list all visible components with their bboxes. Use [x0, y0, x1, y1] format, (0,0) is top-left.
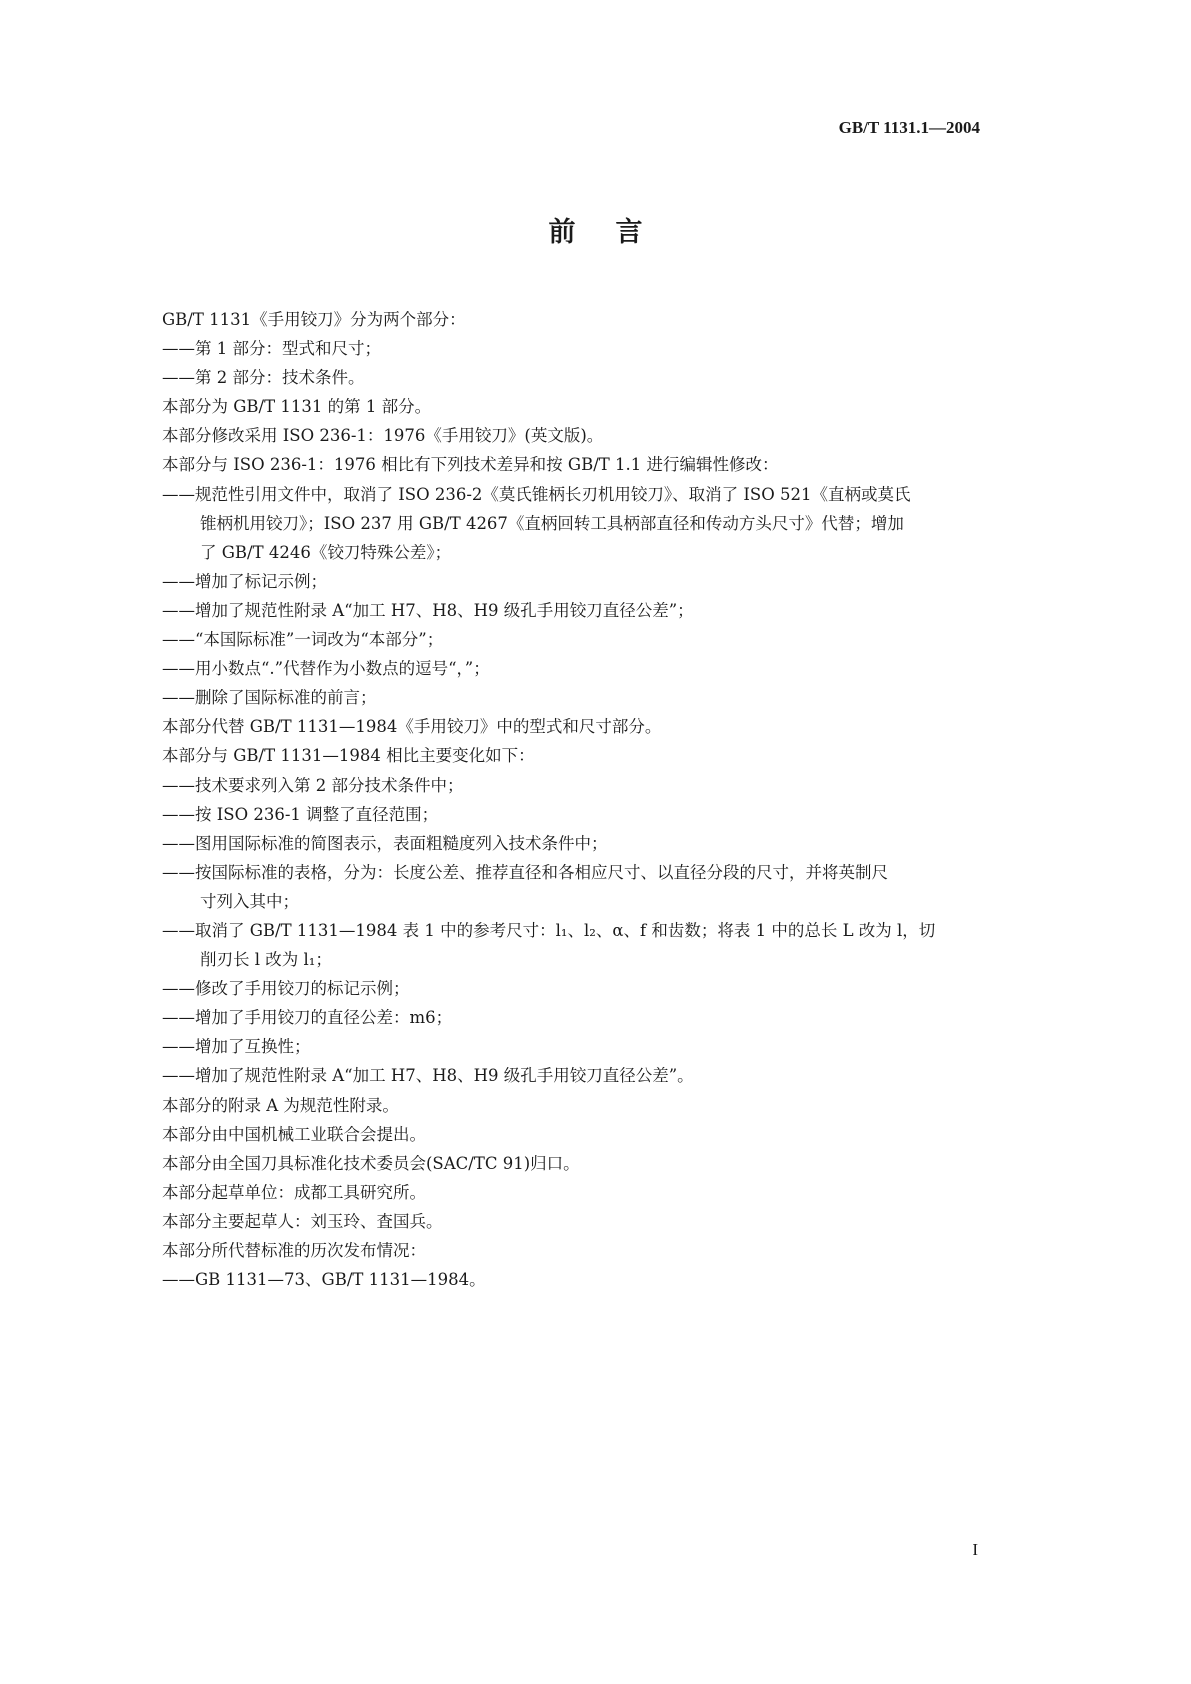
paragraph — [162, 450, 982, 479]
paragraph — [162, 771, 982, 800]
foreword-body — [162, 305, 982, 1294]
text-line: ——图用国际标准的简图表示，表面粗糙度列入技术条件中； — [162, 833, 608, 853]
paragraph — [162, 974, 982, 1003]
paragraph — [162, 480, 982, 567]
paragraph — [162, 334, 982, 363]
paragraph — [162, 305, 982, 334]
paragraph — [162, 1091, 982, 1120]
paragraph — [162, 858, 982, 916]
text-line: ——第 2 部分：技术条件。 — [162, 368, 365, 388]
text-line: 本部分的附录 A 为规范性附录。 — [162, 1095, 399, 1115]
text-line: 本部分由全国刀具标准化技术委员会(SAC/TC 91)归口。 — [162, 1153, 580, 1173]
page-number: I — [972, 1540, 978, 1559]
text-line: GB/T 1131《手用铰刀》分为两个部分： — [162, 310, 466, 329]
text-line: ——按 ISO 236-1 调整了直径范围； — [162, 804, 439, 824]
paragraph — [162, 1061, 982, 1090]
text-line: ——增加了手用铰刀的直径公差：m6； — [162, 1008, 453, 1028]
text-line: 寸列入其中； — [200, 891, 299, 911]
standard-number-header: GB/T 1131.1—2004 — [838, 118, 980, 137]
text-line: ——删除了国际标准的前言； — [162, 688, 377, 708]
paragraph — [162, 1178, 982, 1207]
text-line: 本部分主要起草人：刘玉玲、査国兵。 — [162, 1211, 443, 1231]
text-line: 削刃长 l 改为 l₁； — [200, 950, 332, 970]
page-title: 前言 — [548, 217, 683, 248]
text-line: ——按国际标准的表格，分为：长度公差、推荐直径和各相应尺寸、以直径分段的尺寸，并将英制尺 — [162, 862, 888, 882]
text-line: ——增加了规范性附录 A“加工 H7、H8、H9 级孔手用铰刀直径公差”； — [162, 600, 694, 620]
text-line: 锥柄机用铰刀》；ISO 237 用 GB/T 4267《直柄回转工具柄部直径和传动方头尺寸》代替；增加 — [200, 513, 904, 533]
paragraph — [162, 741, 982, 770]
text-line: 本部分为 GB/T 1131 的第 1 部分。 — [162, 397, 432, 417]
text-line: ——第 1 部分：型式和尺寸； — [162, 339, 381, 359]
paragraph — [162, 829, 982, 858]
paragraph — [162, 916, 982, 974]
text-line: 本部分修改采用 ISO 236-1：1976《手用铰刀》(英文版)。 — [162, 426, 604, 446]
paragraph — [162, 392, 982, 421]
text-line: 本部分由中国机械工业联合会提出。 — [162, 1124, 426, 1144]
text-line: ——技术要求列入第 2 部分技术条件中； — [162, 775, 464, 795]
paragraph — [162, 1032, 982, 1061]
text-line: ——GB 1131—73、GB/T 1131—1984。 — [162, 1270, 486, 1290]
text-line: 本部分起草单位：成都工具研究所。 — [162, 1182, 426, 1202]
text-line: 本部分所代替标准的历次发布情况： — [162, 1241, 426, 1260]
paragraph — [162, 800, 982, 829]
paragraph — [162, 712, 982, 741]
text-line: 本部分与 ISO 236-1：1976 相比有下列技术差异和按 GB/T 1.1 进行编辑性修改： — [162, 455, 779, 475]
paragraph — [162, 1207, 982, 1236]
paragraph — [162, 363, 982, 392]
text-line: ——“本国际标准”一词改为“本部分”； — [162, 630, 444, 650]
paragraph — [162, 421, 982, 450]
text-line: ——增加了规范性附录 A“加工 H7、H8、H9 级孔手用铰刀直径公差”。 — [162, 1066, 694, 1086]
paragraph — [162, 683, 982, 712]
paragraph — [162, 654, 982, 683]
text-line: ——增加了互换性； — [162, 1037, 311, 1057]
paragraph — [162, 1236, 982, 1265]
paragraph — [162, 625, 982, 654]
paragraph — [162, 1120, 982, 1149]
paragraph — [162, 1003, 982, 1032]
paragraph — [162, 596, 982, 625]
paragraph — [162, 1265, 982, 1294]
text-line: ——规范性引用文件中，取消了 ISO 236-2《莫氏锥柄长刃机用铰刀》、取消了 ISO 521《直柄或莫氏 — [162, 484, 911, 504]
text-line: ——用小数点“.”代替作为小数点的逗号“，”； — [162, 659, 490, 679]
text-line: ——增加了标记示例； — [162, 571, 327, 591]
text-line: ——取消了 GB/T 1131—1984 表 1 中的参考尺寸：l₁、l₂、α、f 和齿数；将表 1 中的总长 L 改为 l，切 — [162, 920, 936, 940]
text-line: ——修改了手用铰刀的标记示例； — [162, 979, 410, 999]
paragraph — [162, 1149, 982, 1178]
text-line: 了 GB/T 4246《铰刀特殊公差》； — [200, 542, 452, 562]
text-line: 本部分与 GB/T 1131—1984 相比主要变化如下： — [162, 746, 535, 766]
text-line: 本部分代替 GB/T 1131—1984《手用铰刀》中的型式和尺寸部分。 — [162, 717, 662, 737]
paragraph — [162, 567, 982, 596]
